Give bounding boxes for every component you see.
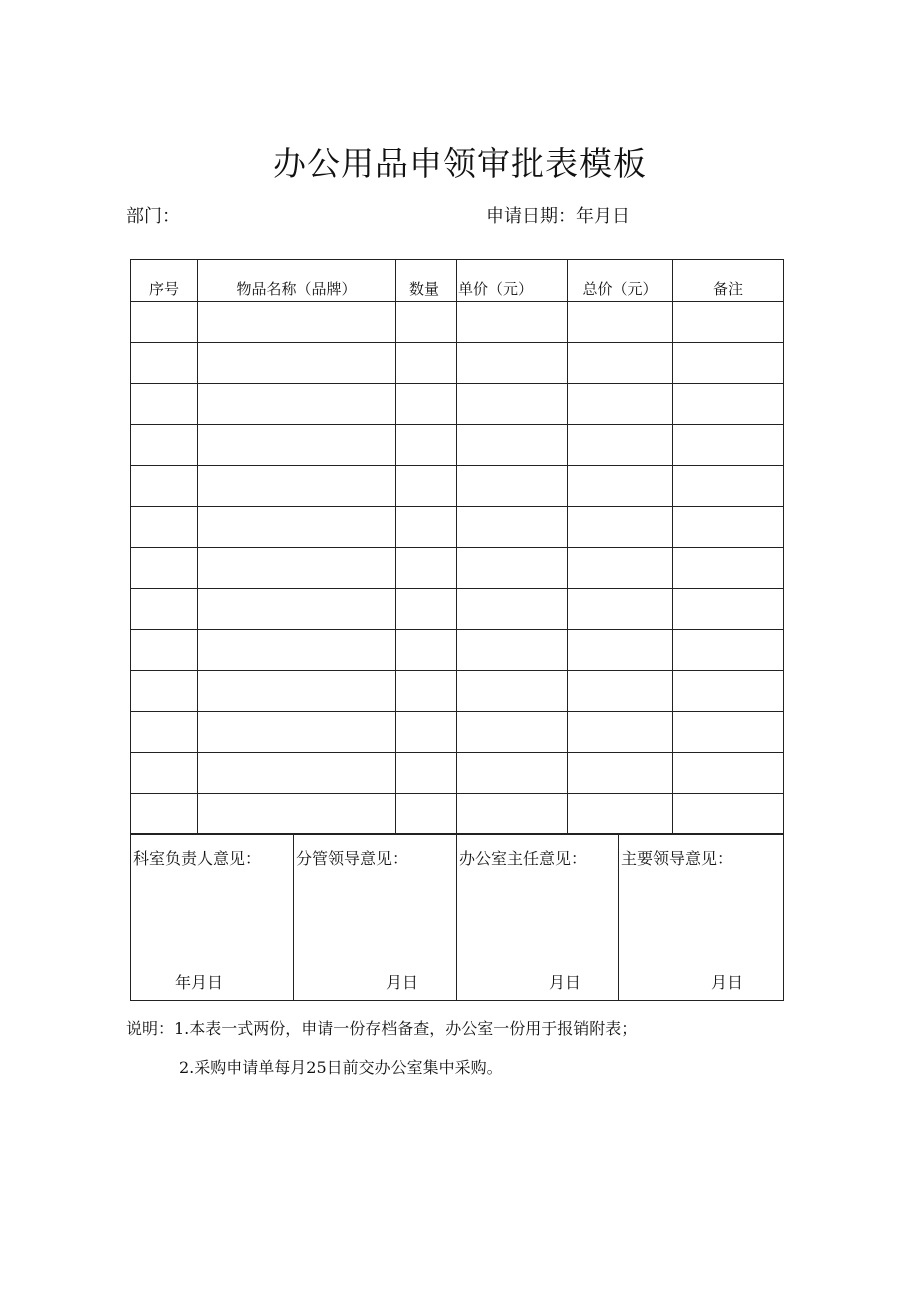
table-cell[interactable] — [131, 507, 198, 548]
table-cell[interactable] — [396, 548, 457, 589]
table-row — [131, 466, 784, 507]
table-cell[interactable] — [396, 794, 457, 835]
table-cell[interactable] — [396, 753, 457, 794]
table-cell[interactable] — [568, 671, 673, 712]
table-cell[interactable] — [568, 466, 673, 507]
section-chief-opinion-label: 科室负责人意见： — [133, 849, 262, 868]
table-cell[interactable] — [568, 794, 673, 835]
table-cell[interactable] — [198, 302, 396, 343]
table-row — [131, 343, 784, 384]
office-director-opinion-cell[interactable] — [457, 834, 619, 1001]
note-line-2: 2.采购申请单每月25日前交办公室集中采购。 — [179, 1058, 503, 1077]
table-cell[interactable] — [131, 302, 198, 343]
chief-leader-opinion-cell[interactable] — [619, 834, 784, 1001]
section-chief-date: 年月日 — [175, 973, 224, 992]
col-header-unit-price: 单价（元） — [457, 260, 568, 302]
deputy-leader-opinion-label: 分管领导意见： — [296, 849, 409, 868]
table-cell[interactable] — [396, 466, 457, 507]
table-cell[interactable] — [673, 589, 784, 630]
table-cell[interactable] — [673, 507, 784, 548]
col-header-total-price: 总价（元） — [568, 260, 673, 302]
table-cell[interactable] — [131, 671, 198, 712]
note-line-1: 说明：1.本表一式两份，申请一份存档备查，办公室一份用于报销附表； — [126, 1019, 638, 1038]
table-cell[interactable] — [131, 630, 198, 671]
office-director-opinion-label: 办公室主任意见： — [459, 849, 588, 868]
table-cell[interactable] — [131, 466, 198, 507]
table-cell[interactable] — [198, 466, 396, 507]
table-cell[interactable] — [198, 548, 396, 589]
table-cell[interactable] — [457, 630, 568, 671]
table-cell[interactable] — [131, 589, 198, 630]
table-cell[interactable] — [457, 753, 568, 794]
table-cell[interactable] — [198, 425, 396, 466]
table-cell[interactable] — [673, 794, 784, 835]
table-cell[interactable] — [673, 343, 784, 384]
table-cell[interactable] — [457, 343, 568, 384]
table-cell[interactable] — [457, 548, 568, 589]
table-row — [131, 302, 784, 343]
table-cell[interactable] — [673, 630, 784, 671]
office-director-date: 月日 — [549, 973, 582, 992]
table-cell[interactable] — [396, 302, 457, 343]
table-row — [131, 589, 784, 630]
col-header-item-name: 物品名称（品牌） — [198, 260, 396, 302]
application-date-label: 申请日期：年月日 — [486, 206, 630, 227]
deputy-leader-date: 月日 — [386, 973, 419, 992]
table-cell[interactable] — [673, 712, 784, 753]
table-row — [131, 712, 784, 753]
table-cell[interactable] — [131, 548, 198, 589]
deputy-leader-opinion-cell[interactable] — [294, 834, 457, 1001]
table-cell[interactable] — [568, 630, 673, 671]
section-chief-opinion-cell[interactable] — [131, 834, 294, 1001]
table-cell[interactable] — [673, 384, 784, 425]
table-cell[interactable] — [568, 507, 673, 548]
chief-leader-date: 月日 — [711, 973, 744, 992]
table-cell[interactable] — [198, 384, 396, 425]
table-cell[interactable] — [568, 712, 673, 753]
table-cell[interactable] — [673, 671, 784, 712]
table-cell[interactable] — [568, 753, 673, 794]
table-cell[interactable] — [457, 794, 568, 835]
table-cell[interactable] — [396, 589, 457, 630]
table-cell[interactable] — [396, 343, 457, 384]
table-cell[interactable] — [673, 466, 784, 507]
table-cell[interactable] — [396, 384, 457, 425]
table-cell[interactable] — [198, 794, 396, 835]
table-cell[interactable] — [396, 630, 457, 671]
table-cell[interactable] — [198, 712, 396, 753]
table-cell[interactable] — [568, 384, 673, 425]
table-cell[interactable] — [396, 671, 457, 712]
table-cell[interactable] — [198, 753, 396, 794]
table-cell[interactable] — [457, 589, 568, 630]
table-cell[interactable] — [568, 302, 673, 343]
col-header-index: 序号 — [131, 260, 198, 302]
table-row — [131, 630, 784, 671]
table-cell[interactable] — [457, 384, 568, 425]
table-row — [131, 794, 784, 835]
table-row — [131, 425, 784, 466]
table-cell[interactable] — [457, 302, 568, 343]
table-cell[interactable] — [673, 753, 784, 794]
table-cell[interactable] — [198, 671, 396, 712]
col-header-quantity: 数量 — [396, 260, 457, 302]
col-header-remarks: 备注 — [673, 260, 784, 302]
table-row — [131, 548, 784, 589]
table-cell[interactable] — [198, 589, 396, 630]
table-cell[interactable] — [673, 302, 784, 343]
table-row — [131, 671, 784, 712]
table-row — [131, 753, 784, 794]
table-cell[interactable] — [131, 384, 198, 425]
table-cell[interactable] — [457, 671, 568, 712]
table-cell[interactable] — [396, 712, 457, 753]
table-cell[interactable] — [457, 425, 568, 466]
table-cell[interactable] — [131, 712, 198, 753]
table-header-row — [131, 260, 784, 302]
chief-leader-opinion-label: 主要领导意见： — [621, 849, 734, 868]
table-cell[interactable] — [673, 548, 784, 589]
table-cell[interactable] — [198, 507, 396, 548]
table-cell[interactable] — [396, 425, 457, 466]
items-table — [130, 259, 784, 835]
table-cell[interactable] — [396, 507, 457, 548]
table-row — [131, 384, 784, 425]
table-cell[interactable] — [131, 343, 198, 384]
table-cell[interactable] — [568, 589, 673, 630]
department-label: 部门： — [126, 206, 180, 227]
table-cell[interactable] — [131, 753, 198, 794]
table-cell[interactable] — [131, 425, 198, 466]
table-cell[interactable] — [568, 343, 673, 384]
table-cell[interactable] — [457, 466, 568, 507]
table-cell[interactable] — [673, 425, 784, 466]
table-cell[interactable] — [198, 343, 396, 384]
table-cell[interactable] — [457, 507, 568, 548]
table-cell[interactable] — [198, 630, 396, 671]
table-row — [131, 507, 784, 548]
page-title: 办公用品申领审批表模板 — [273, 144, 647, 183]
table-cell[interactable] — [568, 425, 673, 466]
table-cell[interactable] — [457, 712, 568, 753]
approval-table — [130, 833, 784, 1001]
table-cell[interactable] — [131, 794, 198, 835]
table-cell[interactable] — [568, 548, 673, 589]
